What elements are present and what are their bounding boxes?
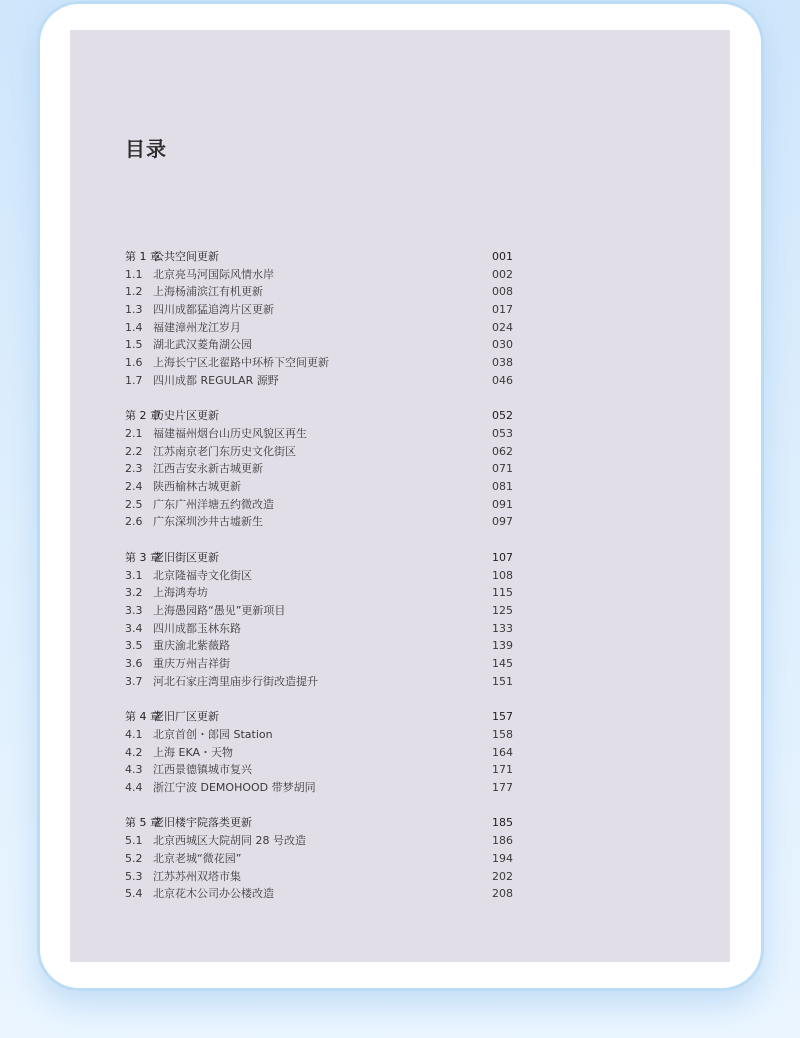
- toc-entry[interactable]: [125, 443, 520, 461]
- chapter-heading[interactable]: [125, 248, 520, 266]
- entry-page-number: 158: [492, 727, 513, 741]
- entry-title: 江苏南京老门东历史文化街区: [153, 444, 296, 458]
- entry-page-number: 115: [492, 586, 513, 600]
- entry-number: 3.7: [125, 674, 143, 688]
- entry-page-number: 002: [492, 267, 513, 281]
- entry-title: 北京亮马河国际风情水岸: [153, 267, 274, 281]
- entry-number: 1.1: [125, 267, 143, 281]
- entry-number: 1.6: [125, 356, 143, 370]
- entry-title: 北京隆福寺文化街区: [153, 568, 252, 582]
- entry-title: 广东广州洋塘五约微改造: [153, 497, 274, 511]
- chapter-page-number: 001: [492, 250, 513, 263]
- toc-chapter: [125, 549, 520, 691]
- toc-chapter: [125, 814, 520, 902]
- entry-number: 1.5: [125, 338, 143, 352]
- toc-entry[interactable]: [125, 460, 520, 478]
- chapter-heading[interactable]: [125, 814, 520, 832]
- entry-title: 福建福州烟台山历史风貌区再生: [153, 426, 307, 440]
- entry-title: 北京西城区大院胡同 28 号改造: [153, 834, 306, 848]
- toc-entry[interactable]: [125, 283, 520, 301]
- entry-number: 2.1: [125, 426, 143, 440]
- entry-title: 陕西榆林古城更新: [153, 480, 241, 494]
- chapter-label: 第 1 章: [125, 250, 161, 263]
- entry-page-number: 133: [492, 621, 513, 635]
- entry-title: 福建漳州龙江岁月: [153, 320, 241, 334]
- entry-title: 江西吉安永新古城更新: [153, 462, 263, 476]
- entry-number: 3.3: [125, 603, 143, 617]
- entry-title: 上海杨浦滨江有机更新: [153, 285, 263, 299]
- toc-entry[interactable]: [125, 726, 520, 744]
- chapter-heading[interactable]: [125, 549, 520, 567]
- entry-number: 4.4: [125, 780, 143, 794]
- entry-page-number: 062: [492, 444, 513, 458]
- entry-number: 3.5: [125, 639, 143, 653]
- entry-number: 2.3: [125, 462, 143, 476]
- entry-title: 上海长宁区北翟路中环桥下空间更新: [153, 356, 329, 370]
- entry-page-number: 139: [492, 639, 513, 653]
- toc-entry[interactable]: [125, 478, 520, 496]
- chapter-page-number: 052: [492, 409, 513, 423]
- book-page: [70, 30, 730, 962]
- entry-title: 上海愚园路“愚见”更新项目: [153, 603, 286, 617]
- entry-number: 1.7: [125, 373, 143, 387]
- entry-page-number: 145: [492, 657, 513, 671]
- entry-number: 1.2: [125, 285, 143, 299]
- entry-page-number: 046: [492, 373, 513, 387]
- entry-title: 江苏苏州双塔市集: [153, 869, 241, 883]
- entry-title: 浙江宁波 DEMOHOOD 带梦胡同: [153, 780, 316, 794]
- entry-page-number: 186: [492, 834, 513, 848]
- entry-page-number: 208: [492, 887, 513, 901]
- entry-number: 2.4: [125, 480, 143, 494]
- entry-page-number: 125: [492, 603, 513, 617]
- toc-entry[interactable]: [125, 266, 520, 284]
- entry-number: 5.2: [125, 851, 143, 865]
- entry-page-number: 091: [492, 497, 513, 511]
- toc-entry[interactable]: [125, 425, 520, 443]
- entry-title: 湖北武汉菱角湖公园: [153, 338, 252, 352]
- entry-page-number: 171: [492, 763, 513, 777]
- entry-number: 5.1: [125, 834, 143, 848]
- entry-page-number: 081: [492, 480, 513, 494]
- chapter-title: 历史片区更新: [153, 409, 219, 423]
- entry-number: 4.2: [125, 745, 143, 759]
- entry-number: 5.3: [125, 869, 143, 883]
- toc-entry[interactable]: [125, 655, 520, 673]
- toc-entry[interactable]: [125, 319, 520, 337]
- entry-title: 上海 EKA・天物: [153, 745, 233, 759]
- toc-chapter: [125, 407, 520, 531]
- toc-entry[interactable]: [125, 372, 520, 390]
- entry-title: 四川成都 REGULAR 源野: [153, 373, 279, 387]
- entry-page-number: 008: [492, 285, 513, 299]
- entry-page-number: 151: [492, 674, 513, 688]
- toc-entry[interactable]: [125, 301, 520, 319]
- entry-page-number: 097: [492, 515, 513, 529]
- entry-number: 2.6: [125, 515, 143, 529]
- toc-entry[interactable]: [125, 673, 520, 691]
- chapter-label: 第 5 章: [125, 816, 161, 830]
- chapter-heading[interactable]: [125, 708, 520, 726]
- toc-entry[interactable]: [125, 779, 520, 797]
- entry-title: 河北石家庄湾里庙步行街改造提升: [153, 674, 318, 688]
- entry-title: 北京首创・郎园 Station: [153, 727, 273, 741]
- chapter-label: 第 3 章: [125, 550, 161, 564]
- toc-entry[interactable]: [125, 584, 520, 602]
- toc-entry[interactable]: [125, 602, 520, 620]
- entry-title: 重庆万州吉祥街: [153, 657, 230, 671]
- entry-number: 3.6: [125, 657, 143, 671]
- chapter-label: 第 4 章: [125, 710, 161, 724]
- chapter-label: 第 2 章: [125, 409, 161, 423]
- entry-page-number: 177: [492, 780, 513, 794]
- entry-number: 4.3: [125, 763, 143, 777]
- chapter-page-number: 185: [492, 816, 513, 830]
- toc-entry[interactable]: [125, 868, 520, 886]
- entry-number: 3.4: [125, 621, 143, 635]
- entry-page-number: 030: [492, 338, 513, 352]
- toc-entry[interactable]: [125, 761, 520, 779]
- entry-page-number: 071: [492, 462, 513, 476]
- entry-title: 北京老城“微花园”: [153, 851, 242, 865]
- entry-page-number: 108: [492, 568, 513, 582]
- toc-entry[interactable]: [125, 567, 520, 585]
- entry-title: 重庆渝北紫薇路: [153, 639, 230, 653]
- toc-chapter: [125, 248, 520, 390]
- page-title: 目录: [125, 137, 167, 161]
- entry-title: 上海鸿寿坊: [153, 586, 208, 600]
- entry-number: 2.2: [125, 444, 143, 458]
- entry-title: 广东深圳沙井古墟新生: [153, 515, 263, 529]
- toc-entry[interactable]: [125, 513, 520, 531]
- entry-title: 四川成都猛追湾片区更新: [153, 303, 274, 317]
- entry-number: 1.3: [125, 303, 143, 317]
- toc-entry[interactable]: [125, 620, 520, 638]
- chapter-title: 老旧厂区更新: [153, 710, 219, 724]
- entry-number: 3.2: [125, 586, 143, 600]
- toc-entry[interactable]: [125, 336, 520, 354]
- entry-page-number: 194: [492, 851, 513, 865]
- toc-entry[interactable]: [125, 744, 520, 762]
- toc-chapter: [125, 708, 520, 796]
- toc-entry[interactable]: [125, 637, 520, 655]
- entry-number: 3.1: [125, 568, 143, 582]
- entry-number: 1.4: [125, 320, 143, 334]
- entry-page-number: 024: [492, 320, 513, 334]
- chapter-title: 老旧街区更新: [153, 550, 219, 564]
- toc-entry[interactable]: [125, 354, 520, 372]
- entry-page-number: 017: [492, 303, 513, 317]
- entry-page-number: 164: [492, 745, 513, 759]
- entry-number: 5.4: [125, 887, 143, 901]
- entry-page-number: 053: [492, 426, 513, 440]
- toc-entry[interactable]: [125, 885, 520, 903]
- chapter-heading[interactable]: [125, 407, 520, 425]
- chapter-page-number: 107: [492, 550, 513, 564]
- chapter-page-number: 157: [492, 710, 513, 724]
- entry-number: 4.1: [125, 727, 143, 741]
- entry-page-number: 202: [492, 869, 513, 883]
- entry-title: 四川成都玉林东路: [153, 621, 241, 635]
- toc-entry[interactable]: [125, 850, 520, 868]
- chapter-title: 公共空间更新: [153, 250, 219, 263]
- toc-entry[interactable]: [125, 496, 520, 514]
- entry-title: 江西景德镇城市复兴: [153, 763, 252, 777]
- entry-page-number: 038: [492, 356, 513, 370]
- toc-entry[interactable]: [125, 832, 520, 850]
- entry-number: 2.5: [125, 497, 143, 511]
- chapter-title: 老旧楼宇院落类更新: [153, 816, 252, 830]
- entry-title: 北京花木公司办公楼改造: [153, 887, 274, 901]
- table-of-contents: [125, 248, 520, 921]
